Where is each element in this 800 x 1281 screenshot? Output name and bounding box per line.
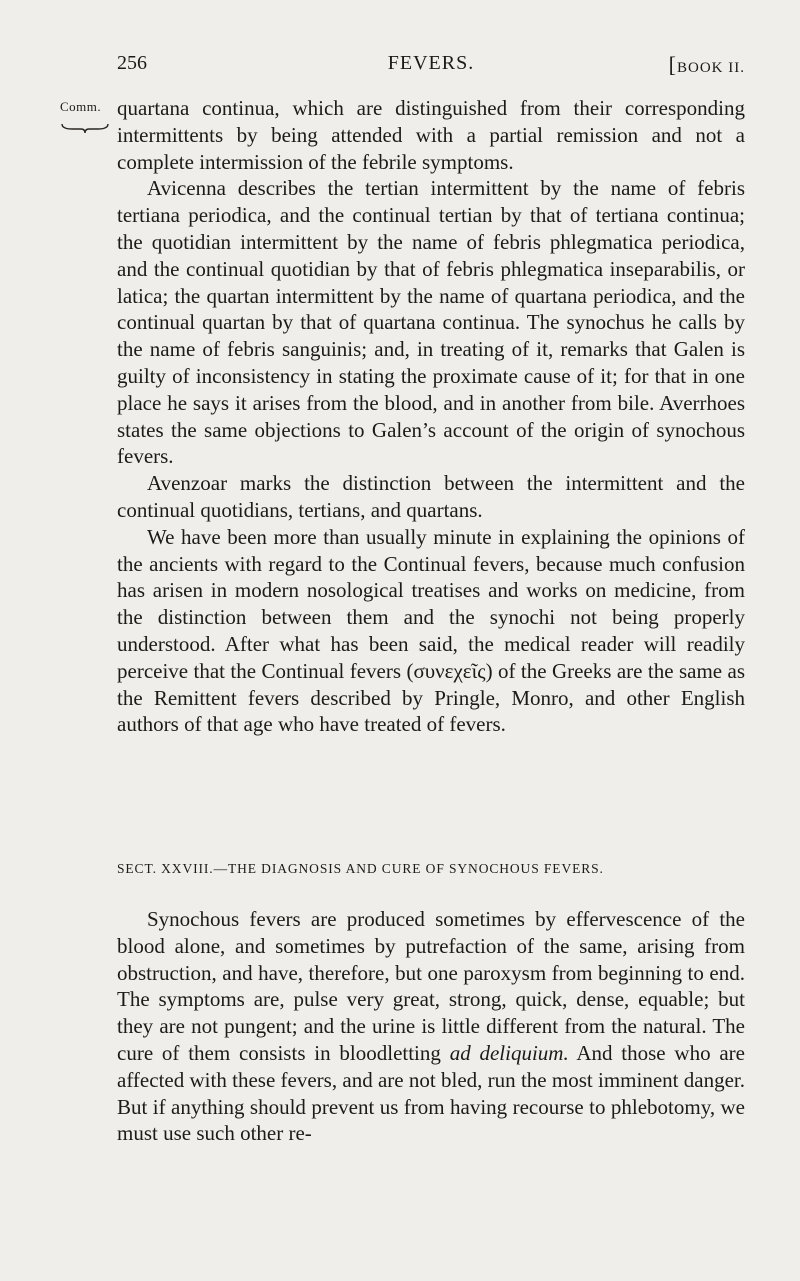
paragraph: Synochous fevers are produced sometimes by effervescence of the blood alone, and sometimes by putrefaction of the same, arising from obstruction, and have, therefore, but one paroxysm from beginning to end. The symptoms are, pulse very great, strong, quick, dense, equable; but they are not pungent; and the urine is little different from the natural. The cure of them consists in bloodletting ad deliquium. And those who are affected with these fevers, and are not bled, run the most imminent danger. But if anything should prevent us from having recourse to phlebotomy, we must use such other re- bbox=[117, 907, 746, 1146]
section-heading: SECT. XXVIII.—THE DIAGNOSIS AND CURE OF SYNOCHOUS FEVERS. bbox=[117, 861, 604, 876]
paragraph: quartana continua, which are distinguished from their corresponding intermittents by being attended with a partial remission and not a complete intermission of the febrile symptoms. bbox=[117, 96, 745, 174]
italic-phrase: ad deliquium. bbox=[449, 1040, 569, 1065]
body-text bbox=[117, 95, 745, 738]
running-header bbox=[117, 52, 745, 82]
paragraph: Avicenna describes the tertian intermittent by the name of febris tertiana periodica, and the continual tertian by that of tertiana continua; the quotidian intermittent by the name of febris phlegmatica periodica, and the continual quotidian by that of febris phlegmatica inseparabilis, or latica; the quartan intermittent by the name of quartana periodica, and the continual quartan by that of quartana continua. The synochus he calls by the name of febris sanguinis; and, in treating of it, remarks that Galen is guilty of inconsistency in stating the proximate cause of it; for that in one place he says it arises from the blood, and in another from bile. Averrhoes states the same objections to Galen’s account of the origin of synochous fevers. bbox=[117, 176, 745, 469]
running-title: FEVERS. bbox=[387, 52, 475, 74]
margin-note-comm: Comm. bbox=[60, 99, 102, 114]
paragraph: We have been more than usually minute in explaining the opinions of the ancients with regard to the Continual fevers, because much confusion has arisen in modern nosological treatises and works on medicine, from the distinction between them and the synochi not being properly understood. After what has been said, the medical reader will readily perceive that the Continual fevers (συνεχεῖς) of the Greeks are the same as the Remittent fevers described by Pringle, Monro, and other English authors of that age who have treated of fevers. bbox=[117, 524, 745, 737]
section-body bbox=[117, 906, 745, 1147]
paragraph: Avenzoar marks the distinction between the intermittent and the continual quotidians, tertians, and quartans. bbox=[117, 471, 745, 522]
margin-brace-icon bbox=[60, 122, 110, 134]
book-label: [BOOK II. bbox=[668, 52, 745, 77]
page-number: 256 bbox=[117, 52, 147, 74]
